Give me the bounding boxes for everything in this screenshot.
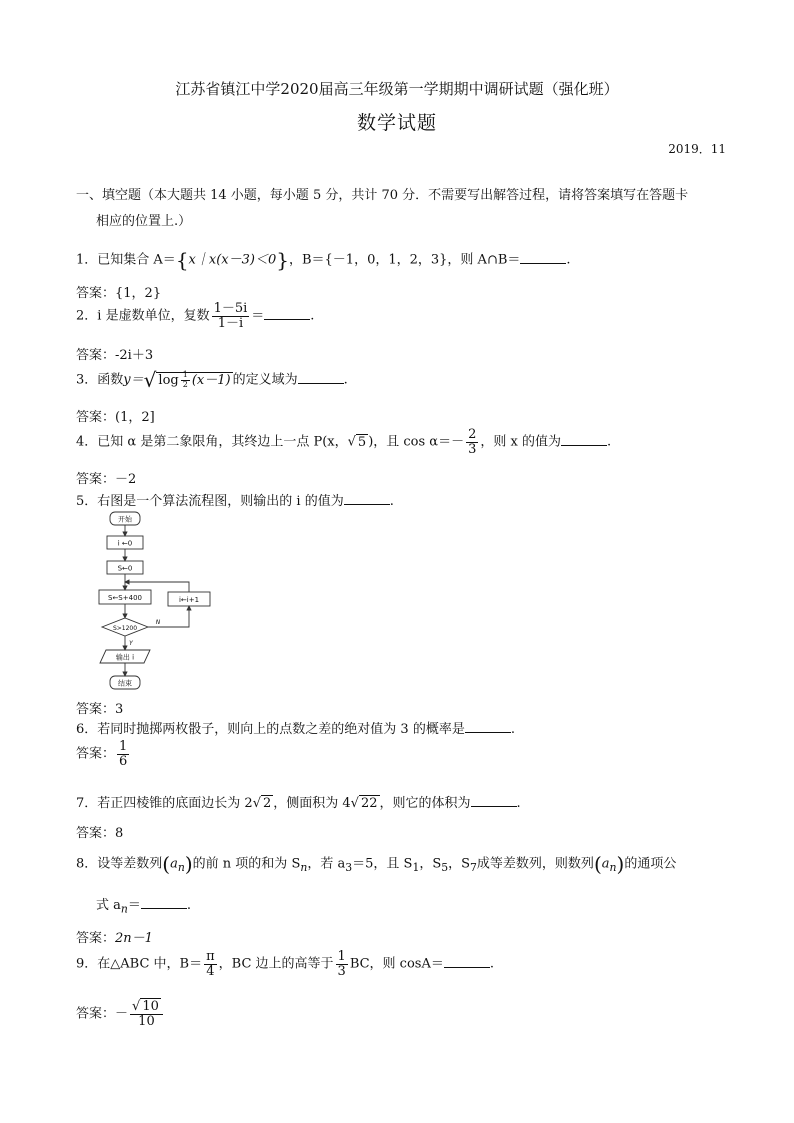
answer-value: {1，2} — [115, 286, 162, 301]
answer-label: 答案： — [76, 826, 116, 841]
flow-yes-label: Y — [129, 640, 133, 647]
answer-label: 答案： — [76, 1006, 116, 1022]
question-text: 若正四棱锥的底面边长为 2 — [97, 796, 253, 811]
answer-2 — [76, 344, 153, 363]
question-text: ，若 a — [307, 856, 346, 872]
question-text: ，BC 边上的高等于 — [218, 956, 334, 972]
answer-sign: － — [115, 1006, 129, 1022]
flow-condition-label: S>1200 — [112, 625, 138, 632]
question-text: . — [606, 434, 612, 450]
page-subtitle: 数学试题 — [356, 112, 437, 134]
exam-date: 2019．11 — [668, 142, 726, 156]
set-expression: x｜x(x－3)＜0 — [188, 252, 277, 268]
question-text: 右图是一个算法流程图，则输出的 i 的值为 — [97, 494, 344, 509]
question-text: . — [310, 308, 315, 324]
question-text: ，S — [448, 856, 471, 872]
question-number: 1． — [76, 252, 98, 268]
question-text: 的定义域为 — [232, 372, 298, 388]
question-8: 8．设等差数列$(a_n)$的前 n 项的和为 $S_n$，若 $a_3=5$，且 $S_1$，$S_5$，$S_7$成等差数列，则数列$(a_n)$的通项公 — [76, 852, 677, 876]
answer-value: (1，2] — [115, 410, 155, 425]
question-text: ＝ — [251, 308, 265, 324]
question-1: 1．已知集合 A＝{x｜x(x－3)＜0}，B＝{－1，0，1，2，3}，则 A∩B＝ . — [76, 248, 571, 272]
fraction-denominator: 3 — [337, 963, 346, 979]
question-text: . — [389, 494, 394, 509]
question-text: 的前 n 项的和为 S — [192, 856, 301, 872]
fraction-numerator: 1 — [119, 739, 128, 754]
question-text: 函数 — [97, 372, 124, 388]
flow-no-label: N — [155, 619, 161, 626]
radicand: 5 — [357, 434, 367, 450]
radical-sign-icon: √ — [252, 796, 261, 811]
question-7 — [76, 792, 521, 811]
fraction-denominator: 2 — [182, 379, 188, 389]
question-3 — [76, 368, 348, 392]
subscript: 1 — [412, 861, 420, 875]
flow-init-s-label: S←0 — [117, 564, 133, 573]
question-text: ，侧面积为 4 — [273, 796, 351, 811]
answer-label: 答案： — [76, 472, 116, 487]
subscript: n — [120, 902, 128, 916]
question-text: ＝5，且 S — [352, 856, 413, 872]
answer-blank — [264, 308, 310, 320]
radical-sign-icon: √ — [143, 368, 157, 392]
fraction-denominator: 4 — [206, 963, 215, 979]
algorithm-flowchart — [96, 510, 216, 692]
question-number: 7． — [76, 796, 98, 811]
answer-blank — [520, 252, 566, 264]
subscript: n — [177, 861, 185, 875]
flow-end-label: 结束 — [118, 679, 132, 688]
flow-update-s-label: S←S+400 — [108, 594, 142, 602]
question-text: i 是虚数单位，复数 — [97, 308, 210, 324]
fraction-numerator: 2 — [468, 427, 477, 442]
answer-8 — [76, 927, 153, 946]
fraction-numerator: 1－5i — [213, 301, 248, 316]
answer-label: 答案： — [76, 348, 116, 363]
flow-init-i-label: i ←0 — [117, 539, 133, 548]
flow-loop-back — [125, 582, 189, 592]
answer-label: 答案： — [76, 702, 116, 717]
answer-blank — [561, 434, 607, 446]
fraction-numerator — [130, 1000, 163, 1015]
question-text: . — [516, 796, 521, 811]
flow-update-i-label: i←i+1 — [178, 596, 200, 604]
radicand: 22 — [360, 796, 378, 811]
question-text: ，B＝{－1，0，1，2，3}，则 A∩B＝ — [288, 252, 521, 268]
answer-blank — [465, 721, 511, 733]
radicand — [156, 372, 232, 388]
flow-no-branch — [148, 606, 189, 627]
radicand: 2 — [262, 796, 272, 811]
page-title: 江苏省镇江中学2020届高三年级第一学期期中调研试题（强化班） — [175, 80, 619, 98]
question-text: ，S — [419, 856, 442, 872]
question-9 — [76, 950, 494, 978]
answer-blank — [471, 795, 517, 807]
question-5 — [76, 490, 394, 509]
flow-output-label: 输出 i — [115, 653, 135, 662]
question-text: BC，则 cosA＝ — [349, 956, 444, 972]
subscript: n — [300, 861, 308, 875]
question-text: . — [566, 252, 571, 268]
log-argument: (x－1) — [191, 372, 231, 388]
question-text: )，且 cos α＝－ — [368, 434, 465, 450]
question-8-line2 — [96, 894, 191, 916]
question-text: . — [343, 372, 348, 388]
answer-blank — [344, 493, 390, 505]
answer-5 — [76, 698, 123, 717]
answer-fraction — [117, 740, 129, 768]
log-base — [181, 371, 190, 389]
answer-blank — [141, 897, 187, 909]
fraction-denominator: 1－i — [217, 315, 244, 331]
answer-blank — [298, 372, 344, 384]
answer-1 — [76, 282, 161, 301]
function-expression: y＝ — [123, 372, 144, 388]
answer-3 — [76, 406, 155, 425]
question-text: 设等差数列 — [97, 856, 163, 872]
answer-6 — [76, 740, 131, 768]
question-text: ＝ — [127, 898, 141, 913]
answer-value: -2i＋3 — [115, 348, 154, 363]
question-text: . — [186, 898, 192, 913]
question-text: 式 a — [96, 898, 121, 913]
answer-label: 答案： — [76, 931, 116, 946]
fraction — [336, 950, 348, 978]
fraction-numerator: 1 — [182, 370, 188, 380]
answer-value: 3 — [115, 702, 124, 717]
fraction-denominator: 6 — [119, 753, 128, 769]
subscript: 7 — [470, 861, 477, 875]
fraction — [204, 950, 217, 978]
radical-sign-icon: √ — [350, 796, 359, 811]
question-number: 8． — [76, 856, 98, 872]
answer-label: 答案： — [76, 410, 116, 425]
answer-value: 2n－1 — [115, 931, 153, 946]
radicand: 10 — [142, 999, 159, 1014]
fraction-denominator: 10 — [138, 1013, 155, 1029]
question-text: 在△ABC 中，B＝ — [97, 956, 203, 972]
answer-fraction — [130, 1000, 163, 1028]
answer-7 — [76, 822, 123, 841]
answer-9 — [76, 1000, 165, 1028]
subscript: 3 — [345, 861, 353, 875]
subscript: 5 — [441, 861, 449, 875]
flow-start-label: 开始 — [118, 515, 132, 524]
answer-value: 8 — [115, 826, 124, 841]
question-number: 2． — [76, 308, 98, 324]
question-number: 5． — [76, 494, 98, 509]
answer-blank — [444, 956, 490, 968]
radical-sign-icon: √ — [132, 999, 141, 1014]
answer-label: 答案： — [76, 286, 116, 301]
sequence-term: a — [170, 856, 178, 872]
question-text: ，则它的体积为 — [379, 796, 471, 811]
answer-4 — [76, 468, 136, 487]
question-text: 已知 α 是第二象限角，其终边上一点 P(x， — [97, 434, 348, 450]
fraction-numerator: π — [206, 949, 215, 964]
fraction-numerator: 1 — [337, 949, 346, 964]
sequence-term: a — [601, 856, 610, 872]
question-text: . — [489, 956, 494, 972]
question-text: 若同时抛掷两枚骰子，则向上的点数之差的绝对值为 3 的概率是 — [97, 722, 465, 737]
question-number: 6． — [76, 722, 98, 737]
question-2 — [76, 302, 314, 330]
section-instructions-line2: 相应的位置上.） — [96, 214, 192, 229]
subscript: n — [609, 861, 617, 875]
section-instructions-line1: 一、填空题（本大题共 14 小题，每小题 5 分，共计 70 分．不需要写出解答过程，请将答案填写在答题卡 — [76, 188, 689, 203]
question-number: 9． — [76, 956, 98, 972]
answer-label: 答案： — [76, 746, 116, 762]
question-text: . — [510, 722, 515, 737]
question-6 — [76, 718, 515, 737]
fraction-denominator: 3 — [468, 441, 477, 457]
question-text: 成等差数列，则数列 — [476, 856, 594, 872]
question-4 — [76, 428, 611, 456]
question-number: 4． — [76, 434, 98, 450]
fraction — [212, 302, 250, 330]
question-text: 的通项公 — [624, 856, 677, 872]
question-text: 已知集合 A＝ — [97, 252, 176, 268]
log-label: log — [158, 372, 179, 388]
question-text: ，则 x 的值为 — [480, 434, 561, 450]
answer-value: －2 — [115, 472, 137, 487]
question-number: 3． — [76, 372, 98, 388]
radical-sign-icon: √ — [347, 434, 356, 450]
fraction — [466, 428, 478, 456]
